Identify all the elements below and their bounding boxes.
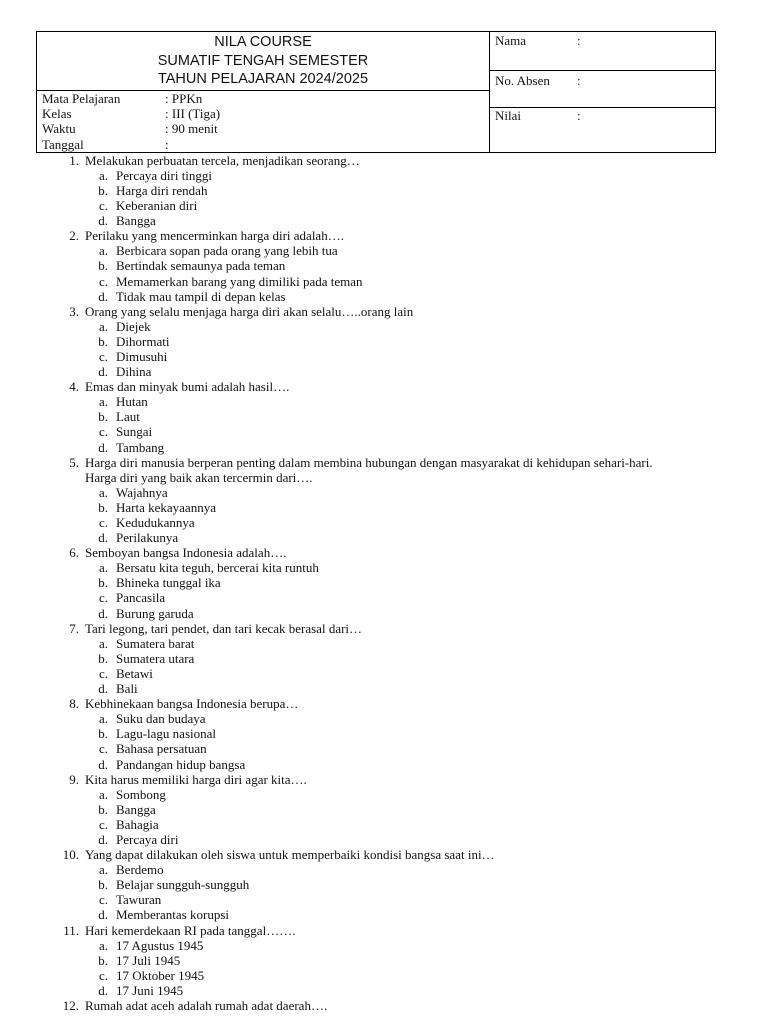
answer-option[interactable] (36, 741, 716, 756)
question-number: 1. (69, 152, 79, 168)
question-text (79, 772, 716, 787)
name-field-label: Nama (495, 33, 527, 48)
question-text (79, 847, 716, 862)
question-row (36, 545, 716, 560)
question-item (36, 228, 716, 303)
option-text: Memberantas korupsi (116, 907, 230, 923)
option-text: Perilakunya (116, 530, 179, 546)
option-letter: b. (98, 575, 108, 591)
question-row (36, 228, 716, 243)
option-letter: c. (98, 967, 108, 983)
question-number: 5. (69, 454, 79, 470)
option-text: Berdemo (116, 862, 164, 878)
score-field-label: Nilai (495, 108, 521, 123)
option-letter: c. (98, 816, 108, 832)
answer-option[interactable] (36, 485, 716, 500)
question-item (36, 304, 716, 379)
question-text-line: Yang dapat dilakukan oleh siswa untuk memperbaiki kondisi bangsa saat ini… (85, 847, 495, 863)
option-letter: b. (98, 258, 108, 274)
meta-row-date (42, 137, 489, 152)
question-number: 10. (62, 847, 79, 863)
option-letter: c. (98, 424, 108, 440)
option-text: Diejek (116, 318, 151, 334)
option-letter: c. (98, 892, 108, 908)
option-text: Bhineka tunggal ika (116, 575, 221, 591)
option-letter: a. (98, 786, 108, 802)
question-number: 12. (62, 998, 79, 1013)
option-text: Pancasila (116, 590, 166, 606)
answer-option[interactable] (36, 258, 716, 273)
question-text (79, 923, 716, 938)
question-text-line: Orang yang selalu menjaga harga diri akan selalu…..orang lain (85, 303, 414, 319)
question-text (79, 228, 716, 243)
answer-option[interactable] (36, 500, 716, 515)
question-row (36, 696, 716, 711)
answer-option[interactable] (36, 666, 716, 681)
meta-row-time (42, 121, 489, 136)
answer-option[interactable] (36, 802, 716, 817)
question-text-line: Harga diri manusia berperan penting dalam membina hubungan dengan masyarakat di kehidupan sehari-hari. (85, 454, 653, 470)
option-letter: d. (98, 907, 108, 923)
absen-field-label: No. Absen (495, 73, 550, 88)
answer-option[interactable] (36, 319, 716, 334)
answer-option[interactable] (36, 711, 716, 726)
option-letter: a. (98, 318, 108, 334)
question-text-line: Hari kemerdekaan RI pada tanggal……. (85, 922, 296, 938)
option-text: Bersatu kita teguh, bercerai kita runtuh (116, 560, 319, 576)
question-text-line: Emas dan minyak bumi adalah hasil…. (85, 379, 290, 395)
option-letter: d. (98, 605, 108, 621)
meta-label: Mata Pelajaran (42, 91, 121, 106)
answer-option[interactable] (36, 877, 716, 892)
option-text: Sombong (116, 786, 166, 802)
option-text: Wajahnya (116, 484, 168, 500)
question-row (36, 304, 716, 319)
option-letter: c. (98, 741, 108, 757)
option-text: Laut (116, 409, 140, 425)
option-text: Sungai (116, 424, 153, 440)
answer-option[interactable] (36, 364, 716, 379)
answer-option[interactable] (36, 892, 716, 907)
question-row (36, 621, 716, 636)
option-text: Tambang (116, 439, 165, 455)
answer-option[interactable] (36, 530, 716, 545)
option-letter: a. (98, 484, 108, 500)
name-field-value: : (577, 33, 581, 48)
option-text: Suku dan budaya (116, 711, 206, 727)
answer-option[interactable] (36, 334, 716, 349)
question-item (36, 923, 716, 998)
option-text: Kedudukannya (116, 515, 195, 530)
question-number: 6. (69, 545, 79, 561)
question-item (36, 545, 716, 620)
exam-header-table (36, 31, 716, 153)
question-item (36, 847, 716, 922)
meta-value: : (165, 136, 169, 152)
option-letter: b. (98, 726, 108, 742)
answer-option[interactable] (36, 938, 716, 953)
answer-option[interactable] (36, 636, 716, 651)
question-number: 8. (69, 696, 79, 712)
option-letter: a. (98, 394, 108, 410)
question-text (79, 621, 716, 636)
option-letter: b. (98, 952, 108, 968)
answer-option[interactable] (36, 213, 716, 228)
option-text: Percaya diri (116, 831, 179, 847)
question-row (36, 153, 716, 168)
meta-value: : III (Tiga) (165, 106, 221, 122)
option-letter: b. (98, 182, 108, 198)
option-letter: d. (98, 681, 108, 697)
answer-option[interactable] (36, 575, 716, 590)
option-letter: d. (98, 364, 108, 380)
question-item (36, 696, 716, 771)
question-item (36, 998, 716, 1013)
answer-option[interactable] (36, 183, 716, 198)
question-text-line: Tari legong, tari pendet, dan tari kecak berasal dari… (85, 620, 363, 636)
option-letter: b. (98, 333, 108, 349)
header-right-panel (490, 32, 715, 152)
exam-meta (37, 91, 489, 152)
option-text: Bahagia (116, 816, 159, 832)
exam-page (36, 31, 716, 1013)
answer-option[interactable] (36, 726, 716, 741)
question-text-line: Harga diri yang baik akan tercermin dari…. (85, 469, 313, 485)
option-text: Keberanian diri (116, 198, 198, 214)
answer-option[interactable] (36, 424, 716, 439)
question-text-line: Perilaku yang mencerminkan harga diri adalah…. (85, 228, 344, 244)
question-number: 11. (63, 922, 79, 938)
option-text: Dihormati (116, 333, 170, 349)
answer-option[interactable] (36, 907, 716, 922)
title-line-year: TAHUN PELAJARAN 2024/2025 (157, 71, 369, 87)
answer-option[interactable] (36, 515, 716, 530)
option-text: Bali (116, 681, 138, 697)
question-item (36, 455, 716, 546)
meta-row-subject (42, 91, 489, 106)
answer-option[interactable] (36, 832, 716, 847)
option-letter: a. (98, 635, 108, 651)
question-number: 3. (69, 303, 79, 319)
meta-label: Tanggal (42, 136, 84, 152)
option-text: Tawuran (116, 892, 162, 908)
answer-option[interactable] (36, 349, 716, 364)
name-field[interactable] (490, 32, 715, 71)
question-row (36, 379, 716, 394)
answer-option[interactable] (36, 651, 716, 666)
option-text: 17 Juni 1945 (116, 982, 184, 998)
meta-value: : PPKn (165, 91, 203, 106)
option-text: Tidak mau tampil di depan kelas (116, 288, 286, 304)
answer-option[interactable] (36, 440, 716, 455)
score-field[interactable] (490, 108, 715, 123)
option-letter: c. (98, 198, 108, 214)
question-text (79, 304, 716, 319)
option-text: 17 Oktober 1945 (116, 967, 205, 983)
option-letter: c. (98, 348, 108, 364)
option-letter: b. (98, 499, 108, 515)
option-text: Percaya diri tinggi (116, 167, 213, 183)
option-letter: d. (98, 213, 108, 229)
meta-value: : 90 menit (165, 121, 218, 137)
option-letter: b. (98, 877, 108, 893)
answer-option[interactable] (36, 243, 716, 258)
answer-option[interactable] (36, 757, 716, 772)
question-number: 4. (69, 379, 79, 395)
option-text: Bangga (116, 801, 156, 817)
option-letter: d. (98, 831, 108, 847)
option-letter: b. (98, 650, 108, 666)
option-letter: d. (98, 439, 108, 455)
answer-option[interactable] (36, 274, 716, 289)
option-text: Harta kekayaannya (116, 499, 216, 515)
answer-option[interactable] (36, 394, 716, 409)
answer-option[interactable] (36, 862, 716, 877)
option-text: Burung garuda (116, 605, 194, 621)
answer-option[interactable] (36, 168, 716, 183)
option-letter: c. (98, 273, 108, 289)
meta-label: Waktu (42, 121, 76, 137)
option-text: 17 Juli 1945 (116, 952, 181, 968)
option-text: Dimusuhi (116, 348, 168, 364)
question-text (79, 153, 716, 168)
question-text (79, 696, 716, 711)
option-text: Belajar sungguh-sungguh (116, 877, 250, 893)
meta-row-class (42, 106, 489, 121)
answer-option[interactable] (36, 983, 716, 998)
answer-option[interactable] (36, 198, 716, 213)
answer-option[interactable] (36, 681, 716, 696)
question-item (36, 621, 716, 696)
option-text: Bahasa persatuan (116, 741, 207, 757)
option-text: Dihina (116, 364, 152, 380)
option-text: Harga diri rendah (116, 182, 208, 198)
option-letter: a. (98, 862, 108, 878)
answer-option[interactable] (36, 968, 716, 983)
question-text (79, 455, 716, 485)
question-number: 2. (69, 228, 79, 244)
option-letter: a. (98, 167, 108, 183)
header-left-panel (37, 32, 490, 152)
question-item (36, 153, 716, 228)
option-text: Bangga (116, 213, 156, 229)
question-row (36, 455, 716, 485)
question-text-line: Kita harus memiliki harga diri agar kita…. (85, 771, 307, 787)
question-item (36, 379, 716, 454)
option-text: Pandangan hidup bangsa (116, 756, 246, 772)
option-text: Lagu-lagu nasional (116, 726, 216, 742)
question-text (79, 545, 716, 560)
option-text: Sumatera barat (116, 635, 195, 651)
question-number: 7. (69, 620, 79, 636)
title-line-exam: SUMATIF TENGAH SEMESTER (157, 52, 369, 69)
answer-option[interactable] (36, 289, 716, 304)
option-text: 17 Agustus 1945 (116, 937, 204, 953)
exam-title (37, 32, 489, 91)
option-letter: c. (98, 590, 108, 606)
question-list (36, 153, 716, 1013)
score-field-value: : (577, 108, 581, 123)
option-text: Betawi (116, 665, 153, 681)
option-letter: a. (98, 711, 108, 727)
option-letter: c. (98, 515, 108, 530)
question-number: 9. (69, 771, 79, 787)
option-letter: a. (98, 243, 108, 259)
meta-label: Kelas (42, 106, 72, 122)
answer-option[interactable] (36, 606, 716, 621)
option-text: Bertindak semaunya pada teman (116, 258, 286, 274)
question-text-line: Semboyan bangsa Indonesia adalah…. (85, 545, 287, 561)
question-item (36, 772, 716, 847)
option-letter: b. (98, 801, 108, 817)
question-text (79, 379, 716, 394)
answer-option[interactable] (36, 817, 716, 832)
option-text: Memamerkan barang yang dimiliki pada teman (116, 273, 363, 289)
question-row (36, 847, 716, 862)
question-text-line: Rumah adat aceh adalah rumah adat daerah…. (85, 998, 328, 1013)
question-text-line: Kebhinekaan bangsa Indonesia berupa… (85, 696, 299, 712)
option-letter: d. (98, 982, 108, 998)
answer-option[interactable] (36, 409, 716, 424)
option-letter: d. (98, 530, 108, 546)
option-letter: d. (98, 756, 108, 772)
option-letter: d. (98, 288, 108, 304)
question-row (36, 998, 716, 1013)
option-letter: b. (98, 409, 108, 425)
question-text-line: Melakukan perbuatan tercela, menjadikan seorang… (85, 152, 360, 168)
option-text: Hutan (116, 394, 148, 410)
answer-option[interactable] (36, 590, 716, 605)
absen-field-value: : (577, 73, 581, 88)
option-letter: c. (98, 665, 108, 681)
answer-option[interactable] (36, 560, 716, 575)
option-letter: a. (98, 937, 108, 953)
option-text: Sumatera utara (116, 650, 195, 666)
title-line-course: NILA COURSE (214, 34, 312, 50)
option-text: Berbicara sopan pada orang yang lebih tua (116, 243, 338, 259)
answer-option[interactable] (36, 787, 716, 802)
absen-field[interactable] (490, 71, 715, 108)
option-letter: a. (98, 560, 108, 576)
question-row (36, 772, 716, 787)
answer-option[interactable] (36, 953, 716, 968)
question-row (36, 923, 716, 938)
question-text (79, 998, 716, 1013)
